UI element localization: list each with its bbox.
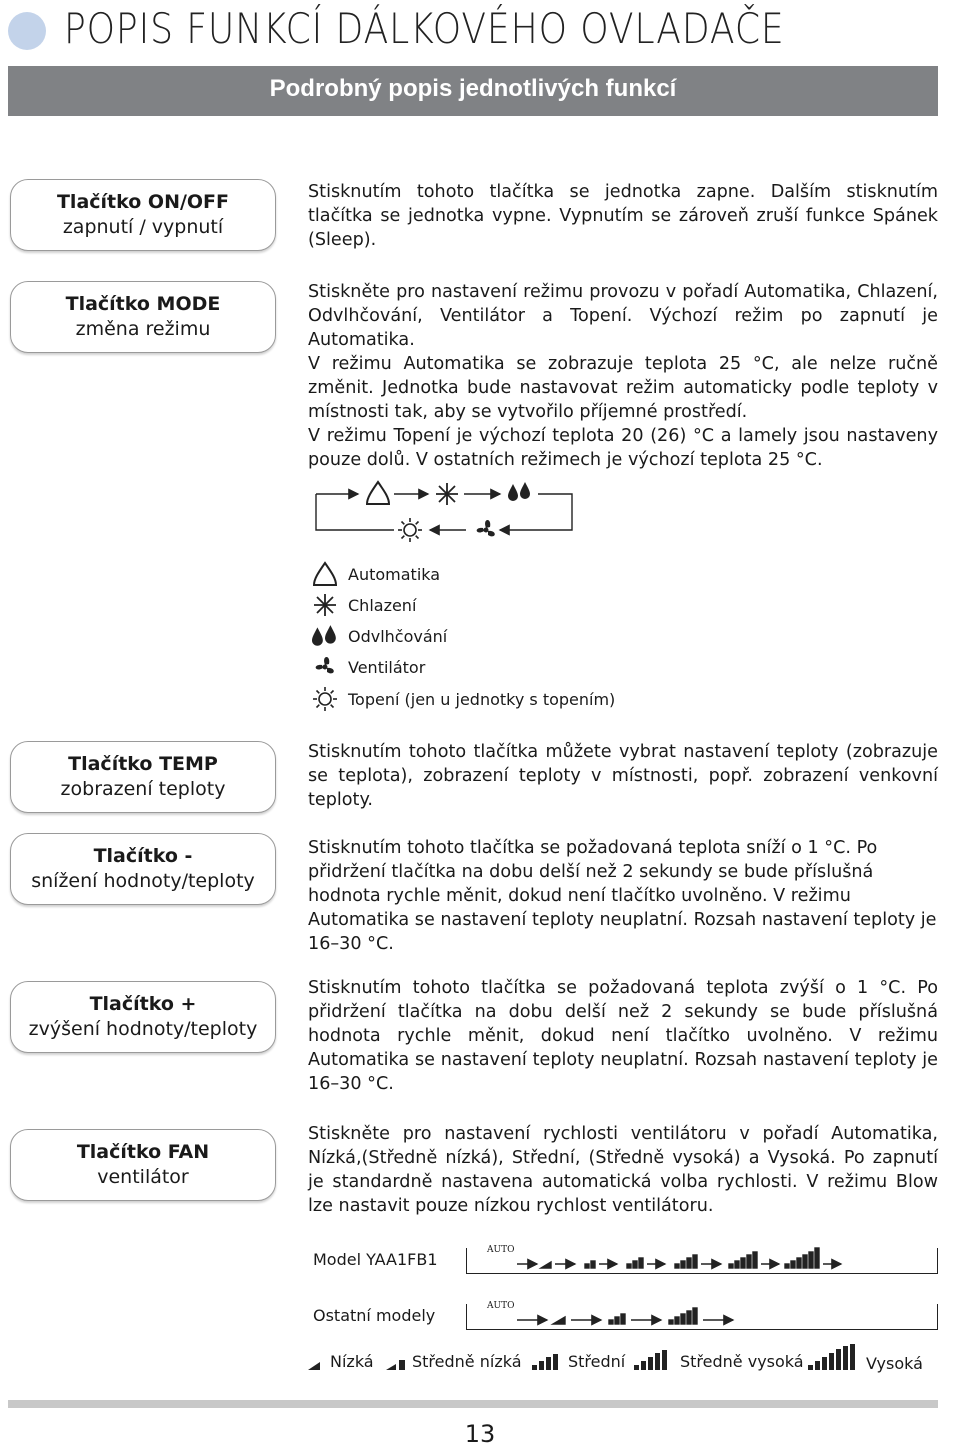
button-box-plus xyxy=(10,981,276,1053)
sun-icon xyxy=(312,686,338,712)
legend-label: Chlazení xyxy=(348,595,417,615)
fan-level-5-icon xyxy=(806,1344,862,1372)
fan-legend-high: Vysoká xyxy=(866,1354,923,1373)
sun-icon xyxy=(398,518,422,542)
fan-speed-bar-yaa1fb1 xyxy=(466,1245,938,1274)
fan-model-label: Model YAA1FB1 xyxy=(313,1250,438,1269)
button-name: Tlačítko MODE xyxy=(65,293,221,315)
desc-fan: Stiskněte pro nastavení rychlosti ventilátoru v pořadí Automatika, Nízká,(Středně nízká), Střední, (Středně vysoká) a Vysoká. Po zapnutí je standardně nastavena automatická volba rychlosti. V režimu Blow lze nastavit pouze nízkou rychlost ventilátoru. xyxy=(308,1124,938,1216)
legend-label: Topení (jen u jednotky s topením) xyxy=(348,689,616,709)
fan-icon xyxy=(477,520,495,536)
fan-level-2-icon xyxy=(384,1352,412,1372)
fan-speed-bar-other xyxy=(466,1301,938,1330)
button-name: Tlačítko + xyxy=(89,993,197,1015)
fan-legend-low: Nízká xyxy=(330,1352,374,1371)
button-name: Tlačítko - xyxy=(93,845,193,867)
fan-speed-steps xyxy=(467,1290,937,1330)
button-box-minus xyxy=(10,833,276,905)
fan-legend-medhigh: Středně vysoká xyxy=(680,1352,804,1371)
fan-speed-steps xyxy=(467,1234,937,1274)
fan-level-3-icon xyxy=(530,1350,566,1372)
legend-cool xyxy=(312,590,416,620)
button-desc: ventilátor xyxy=(97,1166,189,1188)
auto-icon xyxy=(312,561,338,587)
button-desc: zobrazení teploty xyxy=(60,778,226,800)
fan-model-label: Ostatní modely xyxy=(313,1306,436,1325)
mode-cycle-diagram xyxy=(310,476,580,548)
button-desc: zvýšení hodnoty/teploty xyxy=(28,1018,258,1040)
fan-auto-label: AUTO xyxy=(487,1245,515,1255)
legend-label: Ventilátor xyxy=(348,657,426,677)
desc-temp: Stisknutím tohoto tlačítka můžete vybrat nastavení teploty (zobrazuje se teplota), zobrazení teploty v místnosti, popř. zobrazení venkovní teploty. xyxy=(308,742,938,810)
fan-legend-medlow: Středně nízká xyxy=(412,1352,522,1371)
button-box-temp xyxy=(10,741,276,813)
legend-heat xyxy=(312,684,615,714)
button-desc: snížení hodnoty/teploty xyxy=(31,870,255,892)
auto-icon xyxy=(367,482,389,504)
legend-dry xyxy=(312,621,447,651)
fan-icon xyxy=(312,654,338,680)
page-number: 13 xyxy=(464,1420,496,1448)
fan-level-1-icon xyxy=(306,1352,326,1372)
drops-icon xyxy=(508,482,530,501)
page-title: POPIS FUNKCÍ DÁLKOVÉHO OVLADAČE xyxy=(64,4,785,53)
button-box-onoff xyxy=(10,179,276,251)
fan-auto-label: AUTO xyxy=(487,1301,515,1311)
fan-level-4-icon xyxy=(632,1348,676,1372)
desc-plus: Stisknutím tohoto tlačítka se požadovaná teplota zvýší o 1 °C. Po přidržení tlačítka na dobu delší než 2 sekundy se bude příslušná hodnota rychle měnit, dokud není tlačítko uvolněno. V režimu Automatika se nastavení teploty neuplatní. Rozsah nastavení teploty je 16–30 °C. xyxy=(308,978,938,1094)
legend-auto xyxy=(312,559,440,589)
button-desc: zapnutí / vypnutí xyxy=(62,216,224,238)
drops-icon xyxy=(312,623,338,649)
fan-legend-med: Střední xyxy=(568,1352,626,1371)
legend-label: Odvlhčování xyxy=(348,626,448,646)
button-name: Tlačítko ON/OFF xyxy=(56,191,230,213)
button-desc: změna režimu xyxy=(75,318,211,340)
desc-onoff: Stisknutím tohoto tlačítka se jednotka zapne. Dalším stisknutím tlačítka se jednotka vypne. Vypnutím se zároveň zruší funkce Spánek (Sleep). xyxy=(308,182,938,250)
button-box-mode xyxy=(10,281,276,353)
desc-minus: Stisknutím tohoto tlačítka se požadovaná teplota sníží o 1 °C. Po přidržení tlačítka na dobu delší než 2 sekundy se bude příslušná hodnota rychle měnit, dokud není tlačítko uvolněno. V režimu Automatika se nastavení teploty neuplatní. Rozsah nastavení teploty je 16–30 °C. xyxy=(308,838,937,954)
desc-mode: Stiskněte pro nastavení režimu provozu v pořadí Automatika, Chlazení, Odvlhčování, Ventilátor a Topení. Výchozí režim po zapnutí je Automatika. V režimu Automatika se zobrazuje teplota 25 °C, ale nelze ručně změnit. Jednotka bude nastavovat režim automaticky podle teploty v místnosti tak, aby se vytvořilo příjemné prostředí. V režimu Topení je výchozí teplota 20 (26) °C a lamely jsou nastaveny pouze dolů. V ostatních režimech je výchozí teplota 25 °C. xyxy=(308,282,938,470)
legend-fan xyxy=(312,652,425,682)
section-banner: Podrobný popis jednotlivých funkcí xyxy=(8,66,938,116)
footer-rule xyxy=(8,1400,938,1408)
button-box-fan xyxy=(10,1129,276,1201)
button-name: Tlačítko TEMP xyxy=(68,753,218,775)
title-bullet xyxy=(8,12,46,50)
snowflake-icon xyxy=(436,483,458,505)
legend-label: Automatika xyxy=(348,564,441,584)
button-name: Tlačítko FAN xyxy=(76,1141,210,1163)
snowflake-icon xyxy=(312,592,338,618)
